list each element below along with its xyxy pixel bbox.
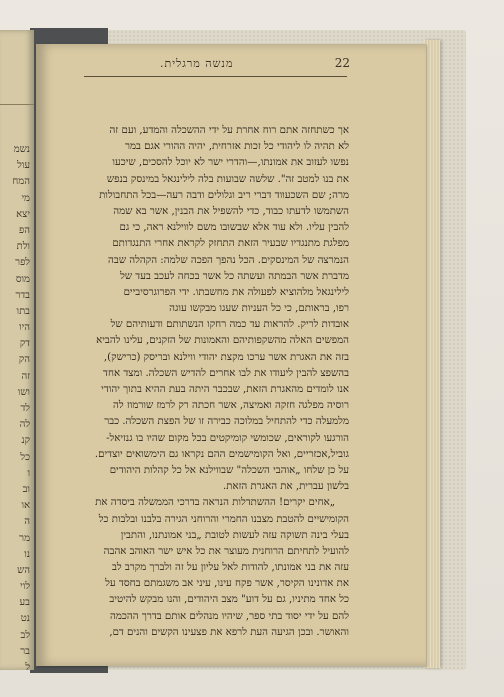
left-page-line: מוס [15,273,30,285]
left-page-header-rule [0,104,34,105]
left-page-line: היו [19,322,30,334]
text-line: נפשו לעזוב את אמונתו,—והדרי ישר לא יוכל להסכים, שיכעו [112,157,349,169]
left-page-line: מר [19,532,30,544]
left-page-line: עול [17,160,30,172]
page-number: 22 [334,56,350,70]
text-line: לילינגאל מלהוציא לפעולה את מחשבתו. ידי הפרוגרסיביים [123,286,349,298]
left-page-line: המח [12,176,30,188]
text-line: בהשפצ להבין ליעודו את לבו אחרים להדיש השכלה. ומצד אחד [103,367,349,379]
text-line: השתמשו לדעתו כבוד, כדי להשפיל את הבנין, אשר בא שמה [113,205,349,217]
text-line: מפלגת מתנגדיו שבעיר הזאת התחזק לקראת אחרי התנגדותם [112,238,349,250]
text-line: כל אחד מתיניו, גם על דוע" מצב היהודים, והנו מבקש להיטיב [109,594,349,606]
text-line: את אדונינו הקיסר, אשר פקח עינו, עיני אב משגמתם בחסד על [105,578,349,590]
left-page-line: דק [19,338,30,350]
text-line: להבין עליו. ולא עוד אלא שבשובו משם לווילנא ראה, כי גם [119,222,349,234]
left-page-line: הק [18,354,30,366]
text-line: אובדות לריק. להראות עד כמה רחקו הנשתותם ודעותיהם של [110,319,349,331]
left-page-line: הפ [19,224,30,236]
left-page-line: קנ [21,435,30,447]
text-line: בעלי בינה תשוקה עזה לעשות לטובת „בני אמונתנו, והתבין [120,529,349,541]
text-line: על כן שלחו „אוהבי השכלה" שבווילנא אל כל קהלות היהודים [109,464,349,476]
text-line: הורגעו לקוראים, שכומשי קומיקטים בכל מקום שהיו בו גנזיאל- [106,432,349,444]
left-page-line: בר [20,645,30,657]
text-line: את בנו למטב זה". שלשה שבועות בלה לילינגאל במינסק בנפש [106,173,349,185]
text-line: לא תהיה לו ליהודי כל זכות אזרחית, יהיה ההורי אגם במר [124,141,349,153]
text-line: מרה; שם השכעווד דברי ריב וגלולים ודבה רעה—בכל התחבולות [99,189,349,201]
text-line: בזה את האגרת אשר ערכו מקצת יהודי ווילנא ובריסק (כרישק), [103,351,349,363]
left-page-line: נשמ [13,144,30,155]
text-line: הקומישיים להטבת מצבנו החמרי והרוחני הגירה בלבנו ובלבות כל [98,513,349,525]
left-page-line: בדר [15,289,30,301]
text-line: להועיל לתחיתם הרוחנית מעוצר את כל איש ישר האוהב אהבה [103,545,349,557]
text-line: מלמעלה כדי להתחיל במלוכה כבירה זו של הפצת השכלה. כבר [104,416,349,428]
text-line: אנו לומדים מהאגרת הזאת, שבכבר היתה בעת ההיא בתוך יהודי [101,384,349,395]
text-line: המפשים האלה מהשקפותיהם והאמונות של הזקנים, עלינו להביא [96,335,349,347]
left-page-line: בתו [16,305,30,317]
left-page-line: או [21,500,30,512]
left-page-line: יצא [16,208,30,220]
left-page-line: לב [20,629,30,641]
left-page-line: זה [21,370,30,382]
left-page-line: נו [24,548,30,560]
running-head: מנשה מרגלית. [160,57,234,70]
left-page-line: ו [27,467,30,479]
left-page-line: לד [20,403,30,414]
text-line: אך כשתחזה אתם רוח אחרת על ידי ההשכלה והמדע, ועם זה [109,125,349,136]
text-line: מדברת אשר הבמתה ועשתה כל אשר בכחה לעכב בעד של [120,270,349,282]
text-line: רוסיה מפלגה חזקה ואמיצה, אשר חכתה רק לרמז שורמוז לה [113,400,349,412]
left-page-line: ושו [17,386,30,398]
left-page-line: ולת [16,241,30,253]
left-page-text [0,142,30,670]
left-page-line: כל [20,451,30,463]
left-page-line: ל [25,662,30,670]
text-line: עזה את בני אמונתו, להודות לאל עליון על זה ולברך מקרב לב [111,562,349,574]
left-page-line: נט [20,613,30,625]
left-page-line: בע [19,597,30,609]
left-page-line: וב [22,483,30,495]
text-line: להם על ידי יסוד בתי ספר, שיהיו מנהלים אותם בדרך ההכמה [109,610,349,622]
header-rule [84,76,347,77]
left-page-line: הש [17,564,30,576]
left-page [0,30,34,670]
left-page-line: לוי [20,581,30,593]
page-header [60,56,350,76]
text-line: בלשון עברית, את האגרת הזאת. [223,481,349,493]
page-edges [424,40,440,668]
left-page-line: מי [21,192,30,204]
body-text [84,123,349,641]
text-line: הנמרצה של המינסקים. הכל נהפך הפכה שלמה: הקהלה שבה [108,254,349,266]
text-line: רפו, בראותם, כי כל העניות שעגו מבקשו עוגה [169,303,349,315]
left-page-line: לפר [15,257,30,269]
left-page-line: ה [24,516,30,528]
text-line: והאושר. ובכן הגיעה העת לרפא את פצעינו הקשים והנים דם, [109,626,349,638]
text-line: „אחים יקרים! ההשתדלות הנראה בדרכי הממשלה ביסדה את [95,497,335,509]
left-page-line: לה [19,419,30,431]
text-line: גוביל,אכזריים, ואל הקומישמים ההם נקראו גם הימשואים יוצדים. [94,448,349,460]
